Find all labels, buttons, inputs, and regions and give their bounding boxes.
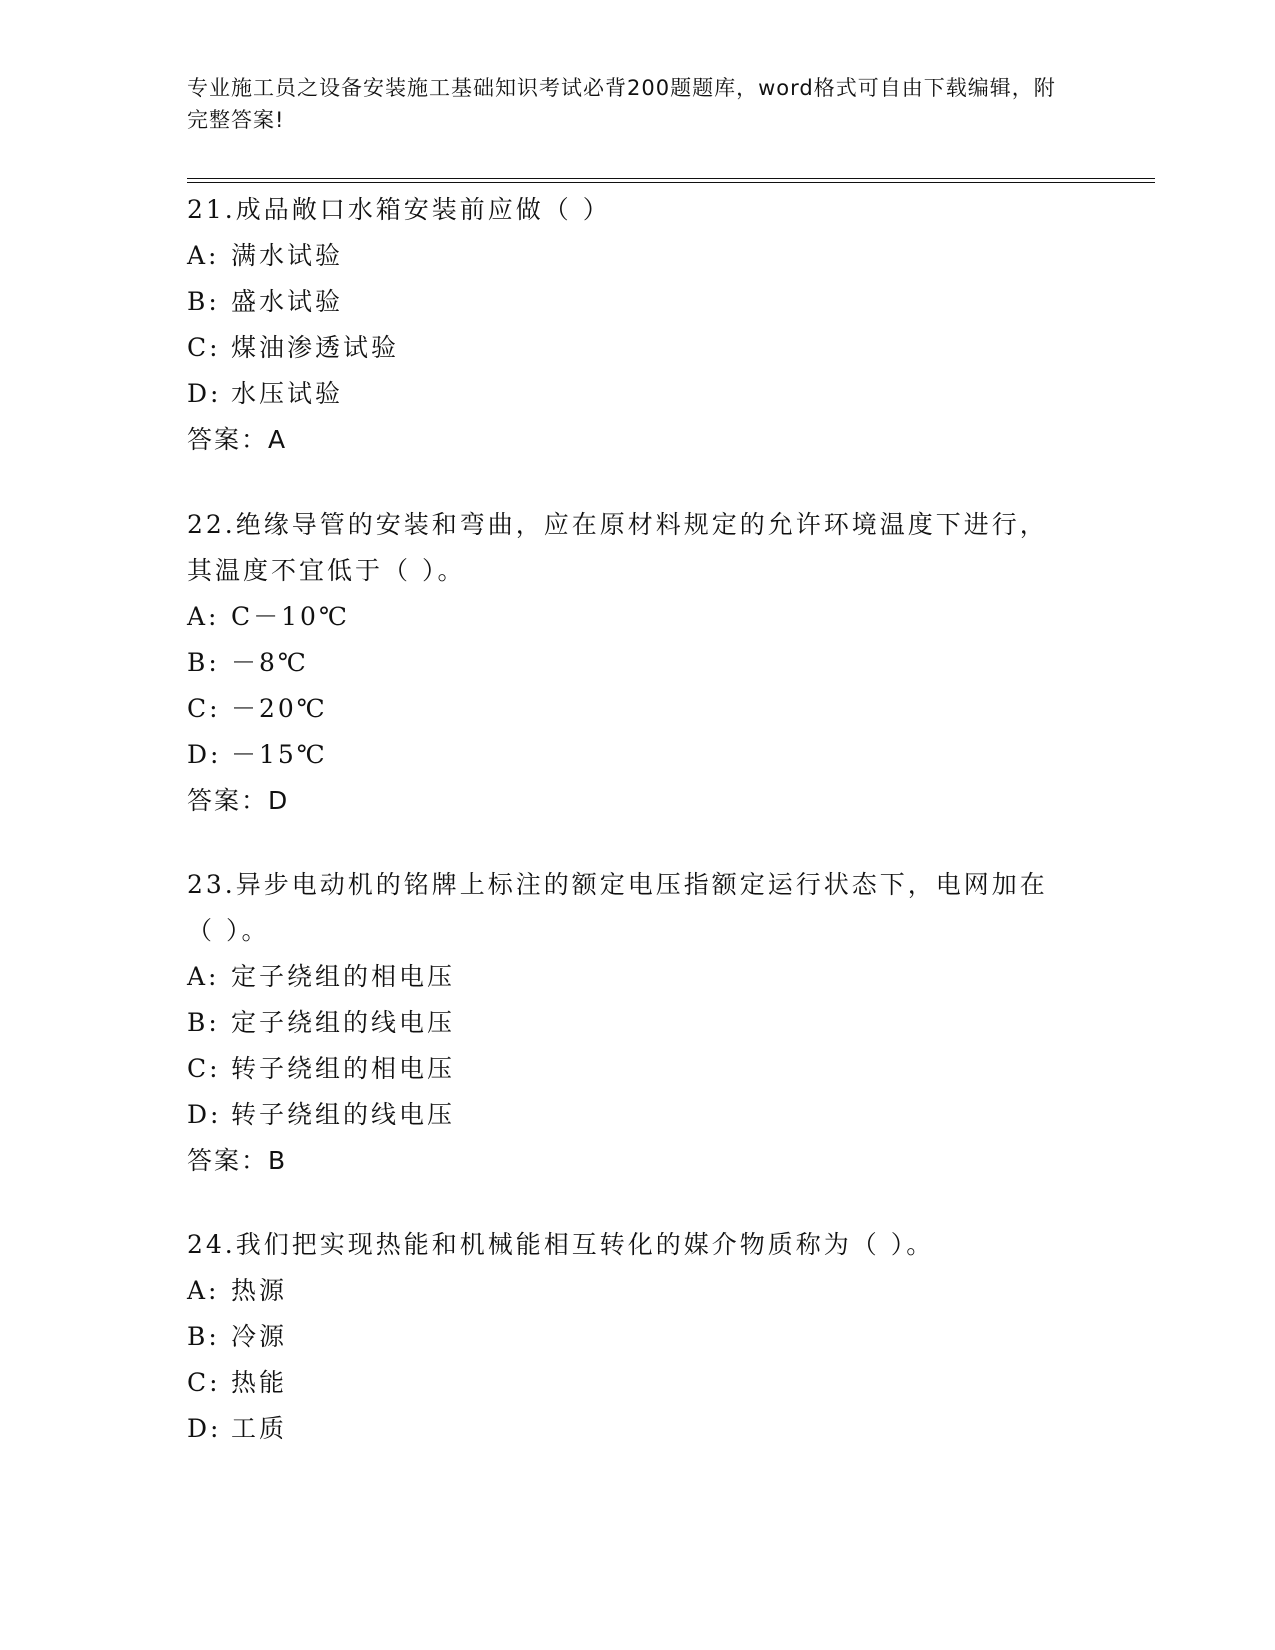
option-b: B: 冷源	[187, 1322, 288, 1351]
option-c: C: 转子绕组的相电压	[187, 1054, 456, 1083]
question-22	[187, 502, 1067, 824]
option-c: C: 煤油渗透试验	[187, 333, 400, 362]
option-b: B: 盛水试验	[187, 287, 344, 316]
header-divider-bottom	[187, 182, 1155, 183]
answer: 答案：A	[187, 425, 288, 454]
option-a: A: C－10℃	[187, 602, 350, 631]
document-header: 专业施工员之设备安装施工基础知识考试必背200题题库，word格式可自由下载编辑，附完整答案!	[187, 76, 1056, 132]
answer: 答案：D	[187, 786, 290, 815]
option-d: D: 工质	[187, 1414, 288, 1443]
header-divider-top	[187, 178, 1155, 179]
question-24	[187, 1222, 1087, 1452]
option-b: B: －8℃	[187, 648, 309, 677]
option-d: D: 水压试验	[187, 379, 344, 408]
question-stem: 21.成品敞口水箱安装前应做（ ）	[187, 195, 611, 224]
option-a: A: 满水试验	[187, 241, 344, 270]
option-b: B: 定子绕组的线电压	[187, 1008, 456, 1037]
answer: 答案：B	[187, 1146, 288, 1175]
question-21	[187, 187, 1087, 463]
question-stem: 24.我们把实现热能和机械能相互转化的媒介物质称为（ ）。	[187, 1230, 935, 1259]
option-a: A: 热源	[187, 1276, 288, 1305]
question-23	[187, 862, 1067, 1184]
option-c: C: 热能	[187, 1368, 288, 1397]
option-a: A: 定子绕组的相电压	[187, 962, 456, 991]
option-d: D: 转子绕组的线电压	[187, 1100, 456, 1129]
option-c: C: －20℃	[187, 694, 328, 723]
question-stem: 22.绝缘导管的安装和弯曲，应在原材料规定的允许环境温度下进行，其温度不宜低于（ ）。	[187, 510, 1048, 585]
question-stem: 23.异步电动机的铭牌上标注的额定电压指额定运行状态下，电网加在（ ）。	[187, 870, 1048, 945]
option-d: D: －15℃	[187, 740, 328, 769]
